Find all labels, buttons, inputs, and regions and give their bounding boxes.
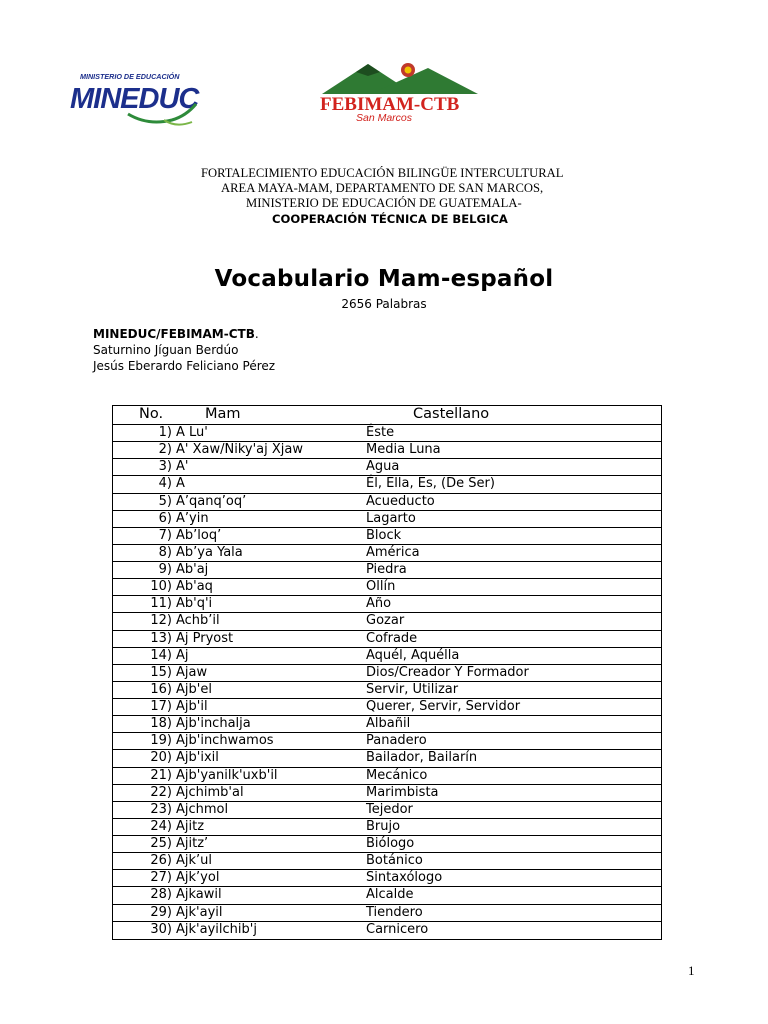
- cell-mam: Ajb'yanilk'uxb'il: [176, 767, 278, 783]
- table-row: [113, 631, 661, 648]
- cell-mam: Ajkawil: [176, 887, 222, 903]
- table-row: [113, 459, 661, 476]
- cell-number: 7): [158, 527, 172, 543]
- heading-line-4: COOPERACIÓN TÉCNICA DE BELGICA: [272, 212, 508, 226]
- mineduc-logo-name: MINEDUC: [70, 83, 199, 115]
- cell-mam: Ajb'inchalja: [176, 716, 251, 732]
- cell-mam: A’yin: [176, 510, 209, 526]
- cell-castellano: Albañil: [366, 716, 411, 732]
- cell-mam: Ajaw: [176, 664, 208, 680]
- table-row: [113, 870, 661, 887]
- cell-castellano: Sintaxólogo: [366, 870, 443, 886]
- cell-mam: Ab'aj: [176, 562, 209, 577]
- cell-number: 24): [150, 818, 172, 834]
- mineduc-logo: [68, 70, 202, 128]
- cell-number: 11): [150, 596, 172, 612]
- table-row: [113, 476, 661, 493]
- febimam-logo-subtitle: San Marcos: [356, 112, 413, 124]
- table-row: [113, 802, 661, 819]
- cell-number: 28): [150, 887, 172, 903]
- cell-number: 27): [150, 870, 172, 886]
- table-row: [113, 819, 661, 836]
- cell-mam: Ajb'ixil: [176, 750, 219, 766]
- cell-castellano: Botánico: [366, 853, 423, 869]
- cell-number: 26): [150, 853, 172, 869]
- heading-line-1: FORTALECIMIENTO EDUCACIÓN BILINGÜE INTERCULTURAL: [201, 166, 564, 180]
- cell-mam: A Lu': [176, 425, 208, 440]
- authors-block: [93, 326, 275, 374]
- cell-castellano: Piedra: [366, 562, 407, 577]
- cell-mam: Ajk'ayil: [176, 904, 223, 920]
- cell-number: 9): [158, 562, 172, 577]
- cell-mam: Ajk’yol: [176, 870, 220, 886]
- table-body: [113, 425, 661, 939]
- table-row: [113, 613, 661, 630]
- cell-number: 20): [150, 750, 172, 766]
- table-row: [113, 579, 661, 596]
- table-row: [113, 922, 661, 939]
- cell-castellano: Brujo: [366, 818, 401, 834]
- febimam-logo-name: FEBIMAM-CTB: [320, 94, 460, 115]
- table-row: [113, 785, 661, 802]
- author-2: Jesús Eberardo Feliciano Pérez: [93, 359, 276, 373]
- table-row: [113, 716, 661, 733]
- cell-number: 15): [150, 664, 172, 680]
- cell-number: 1): [158, 425, 172, 440]
- cell-number: 17): [150, 699, 172, 714]
- heading-line-2: AREA MAYA-MAM, DEPARTAMENTO DE SAN MARCOS,: [221, 181, 544, 195]
- cell-castellano: Acueducto: [366, 493, 435, 509]
- cell-mam: Aj: [176, 647, 189, 663]
- table-row: [113, 665, 661, 682]
- cell-castellano: Alcalde: [366, 887, 414, 903]
- table-row: [113, 768, 661, 785]
- author-1: Saturnino Jíguan Berdúo: [93, 343, 239, 357]
- header-castellano: Castellano: [413, 406, 490, 422]
- cell-number: 16): [150, 681, 172, 697]
- cell-mam: A': [176, 459, 189, 475]
- cell-number: 23): [150, 801, 172, 817]
- cell-castellano: Block: [366, 527, 402, 543]
- cell-castellano: Agua: [366, 459, 400, 475]
- table-row: [113, 905, 661, 922]
- cell-castellano: Lagarto: [366, 510, 416, 526]
- cell-castellano: Dios/Creador Y Formador: [366, 664, 529, 680]
- cell-castellano: Tiendero: [366, 904, 423, 920]
- cell-mam: A: [176, 476, 185, 492]
- emblem-center-icon: [405, 67, 412, 74]
- cell-number: 29): [150, 904, 172, 920]
- cell-number: 2): [158, 442, 172, 458]
- cell-castellano: Media Luna: [366, 442, 441, 458]
- table-row: [113, 596, 661, 613]
- cell-castellano: Panadero: [366, 733, 427, 749]
- table-row: [113, 511, 661, 528]
- cell-number: 10): [150, 579, 172, 595]
- cell-castellano: Tejedor: [366, 801, 413, 817]
- table-row: [113, 648, 661, 665]
- cell-number: 19): [150, 733, 172, 749]
- table-row: [113, 528, 661, 545]
- mineduc-logo-caption: MINISTERIO DE EDUCACIÓN: [80, 72, 180, 81]
- cell-number: 30): [150, 921, 172, 937]
- table-row: [113, 836, 661, 853]
- cell-number: 22): [150, 784, 172, 800]
- cell-number: 18): [150, 716, 172, 732]
- cell-castellano: Él, Ella, Es, (De Ser): [366, 476, 495, 492]
- cell-mam: Ab'q'i: [176, 596, 213, 612]
- cell-castellano: Año: [366, 596, 392, 612]
- cell-castellano: Gozar: [366, 613, 405, 629]
- cell-number: 3): [158, 459, 172, 475]
- cell-mam: Ajb'il: [176, 699, 208, 714]
- cell-mam: A' Xaw/Niky'aj Xjaw: [176, 442, 303, 458]
- cell-mam: Ajchimb'al: [176, 784, 244, 800]
- cell-castellano: Marimbista: [366, 784, 439, 800]
- heading-line-3: MINISTERIO DE EDUCACIÓN DE GUATEMALA-: [246, 196, 522, 210]
- cell-mam: Ajk’ul: [176, 853, 213, 869]
- authors-organization-line: [93, 326, 275, 342]
- cell-castellano: Ollín: [366, 579, 396, 595]
- table-row: [113, 853, 661, 870]
- authors-organization-suffix: .: [254, 327, 259, 341]
- cell-castellano: Servir, Utilizar: [366, 681, 459, 697]
- cell-mam: Aj Pryost: [176, 630, 234, 646]
- table-row: [113, 425, 661, 442]
- vocabulary-table: [112, 405, 662, 940]
- cell-number: 21): [150, 767, 172, 783]
- cell-number: 12): [150, 613, 172, 629]
- table-row: [113, 494, 661, 511]
- cell-number: 25): [150, 836, 172, 851]
- cell-castellano: Querer, Servir, Servidor: [366, 699, 521, 714]
- cell-number: 13): [150, 630, 172, 646]
- table-header: [113, 406, 661, 425]
- table-row: [113, 750, 661, 767]
- table-row: [113, 562, 661, 579]
- page-number: 1: [688, 963, 695, 978]
- header-no: No.: [139, 406, 164, 422]
- cell-mam: Ajitz: [176, 818, 205, 834]
- cell-number: 8): [158, 544, 172, 560]
- cell-castellano: América: [366, 544, 420, 560]
- cell-mam: Ajb'el: [176, 681, 212, 697]
- table-row: [113, 442, 661, 459]
- cell-castellano: Biólogo: [366, 836, 415, 851]
- cell-mam: Ajitz’: [176, 836, 209, 851]
- cell-mam: Ajk'ayilchib'j: [176, 921, 257, 937]
- document-title: Vocabulario Mam-español: [214, 266, 554, 292]
- cell-number: 5): [158, 493, 172, 509]
- cell-number: 4): [158, 476, 172, 492]
- cell-mam: Ajchmol: [176, 801, 229, 817]
- cell-mam: Achb’il: [176, 613, 220, 629]
- cell-castellano: Éste: [366, 425, 395, 440]
- authors-organization: MINEDUC/FEBIMAM-CTB: [93, 327, 255, 341]
- cell-castellano: Mecánico: [366, 767, 428, 783]
- cell-number: 14): [150, 647, 172, 663]
- table-row: [113, 699, 661, 716]
- cell-mam: Ab'aq: [176, 579, 213, 595]
- cell-mam: Ab’loq’: [176, 527, 222, 543]
- cell-mam: Ajb'inchwamos: [176, 733, 274, 749]
- table-row: [113, 545, 661, 562]
- cell-number: 6): [158, 510, 172, 526]
- table-row: [113, 682, 661, 699]
- cell-castellano: Cofrade: [366, 630, 418, 646]
- cell-castellano: Carnicero: [366, 921, 429, 937]
- header-mam: Mam: [205, 406, 241, 422]
- cell-mam: Ab’ya Yala: [176, 544, 243, 560]
- cell-mam: A’qanq’oq’: [176, 493, 247, 509]
- document-subtitle: 2656 Palabras: [341, 297, 427, 311]
- table-row: [113, 887, 661, 904]
- febimam-logo: [316, 58, 480, 124]
- cell-castellano: Aquél, Aquélla: [366, 647, 460, 663]
- table-row: [113, 733, 661, 750]
- cell-castellano: Bailador, Bailarín: [366, 750, 478, 766]
